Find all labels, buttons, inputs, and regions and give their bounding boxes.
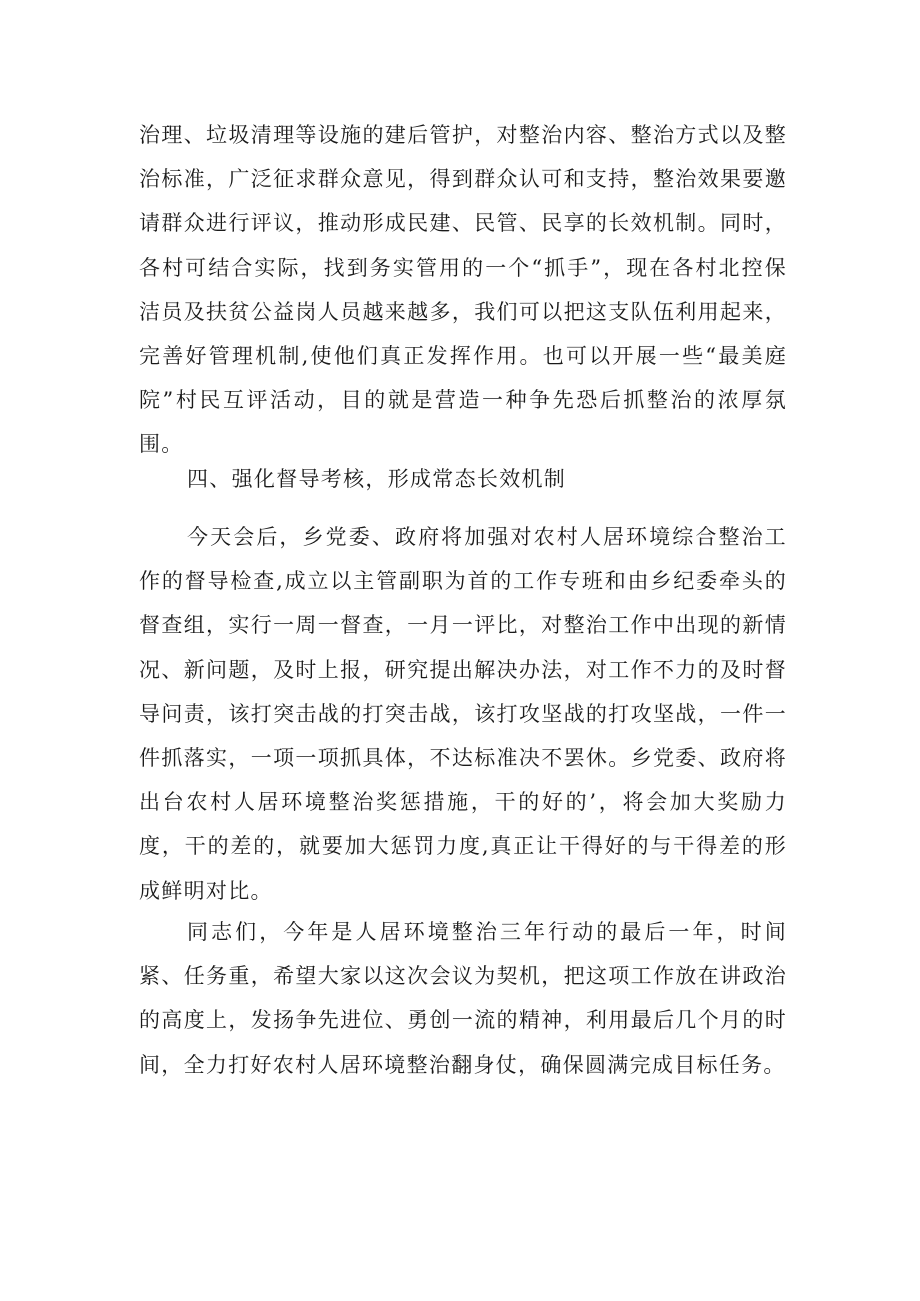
- paragraph-closing: 同志们，今年是人居环境整治三年行动的最后一年，时间紧、任务重，希望大家以这次会议为契机，把这项工作放在讲政治的高度上，发扬争先进位、勇创一流的精神，利用最后几个月的时间，全力打好农村人居环境整治翻身仗，确保圆满完成目标任务。: [139, 920, 787, 1077]
- paragraph-continued: 治理、垃圾清理等设施的建后管护，对整治内容、整治方式以及整治标准，广泛征求群众意见，得到群众认可和支持，整治效果要邀请群众进行评议，推动形成民建、民管、民享的长效机制。同时，各村可结合实际，找到务实管用的一个“抓手”，现在各村北控保洁员及扶贫公益岗人员越来越多，我们可以把这支队伍利用起来，完善好管理机制,使他们真正发挥作用。也可以开展一些“最美庭院”村民互评活动，目的就是营造一种争先恐后抓整治的浓厚氛围。: [139, 123, 787, 457]
- section-heading: 四、强化督导考核，形成常态长效机制: [187, 467, 567, 491]
- paragraph-supervision: 今天会后，乡党委、政府将加强对农村人居环境综合整治工作的督导检查,成立以主管副职为首的工作专班和由乡纪委牵头的督查组，实行一周一督查，一月一评比，对整治工作中出现的新情况、新问题，及时上报，研究提出解决办法，对工作不力的及时督导问责，该打突击战的打突击战，该打攻坚战的打攻坚战，一件一件抓落实，一项一项抓具体，不达标准决不罢休。乡党委、政府将出台农村人居环境整治奖惩措施，干的好的’，将会加大奖励力度，干的差的，就要加大惩罚力度,真正让干得好的与干得差的形成鲜明对比。: [139, 525, 787, 903]
